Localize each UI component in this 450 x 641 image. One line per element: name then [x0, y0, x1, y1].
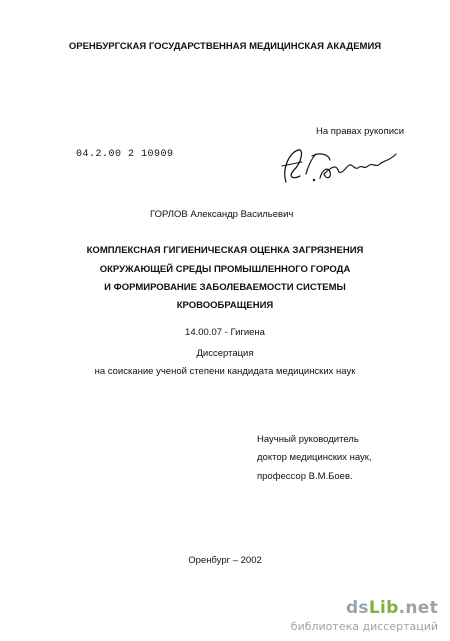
dslib-subtitle: библиотека диссертаций — [290, 620, 438, 633]
supervisor-line-2: доктор медицинских наук, — [257, 452, 372, 463]
supervisor-line-1: Научный руководитель — [257, 434, 359, 445]
place-and-year: Оренбург – 2002 — [188, 555, 262, 566]
title-line-2: ОКРУЖАЮЩЕЙ СРЕДЫ ПРОМЫШЛЕННОГО ГОРОДА — [99, 264, 351, 275]
rights-note: На правах рукописи — [316, 126, 405, 137]
specialty-code: 14.00.07 - Гигиена — [185, 327, 265, 338]
logo-part-net: .net — [398, 598, 438, 618]
title-line-1: КОМПЛЕКСНАЯ ГИГИЕНИЧЕСКАЯ ОЦЕНКА ЗАГРЯЗНЕНИЯ — [86, 245, 364, 256]
supervisor-line-3: профессор В.М.Боев. — [257, 471, 353, 482]
dslib-logo[interactable] — [346, 598, 438, 618]
title-line-3: И ФОРМИРОВАНИЕ ЗАБОЛЕВАЕМОСТИ СИСТЕМЫ — [104, 282, 346, 293]
logo-part-lib: Lib — [368, 598, 399, 618]
title-line-4: КРОВООБРАЩЕНИЯ — [176, 300, 274, 311]
handwritten-signature — [268, 140, 408, 190]
degree-statement: на соискание ученой степени кандидата медицинских наук — [94, 366, 356, 377]
author-name: ГОРЛОВ Александр Васильевич — [150, 209, 294, 220]
registration-number: 04.2.00 2 10909 — [76, 149, 174, 160]
logo-part-ds: ds — [345, 598, 369, 618]
work-type: Диссертация — [196, 348, 254, 359]
institution-name: ОРЕНБУРГСКАЯ ГОСУДАРСТВЕННАЯ МЕДИЦИНСКАЯ АКАДЕМИЯ — [68, 41, 382, 52]
